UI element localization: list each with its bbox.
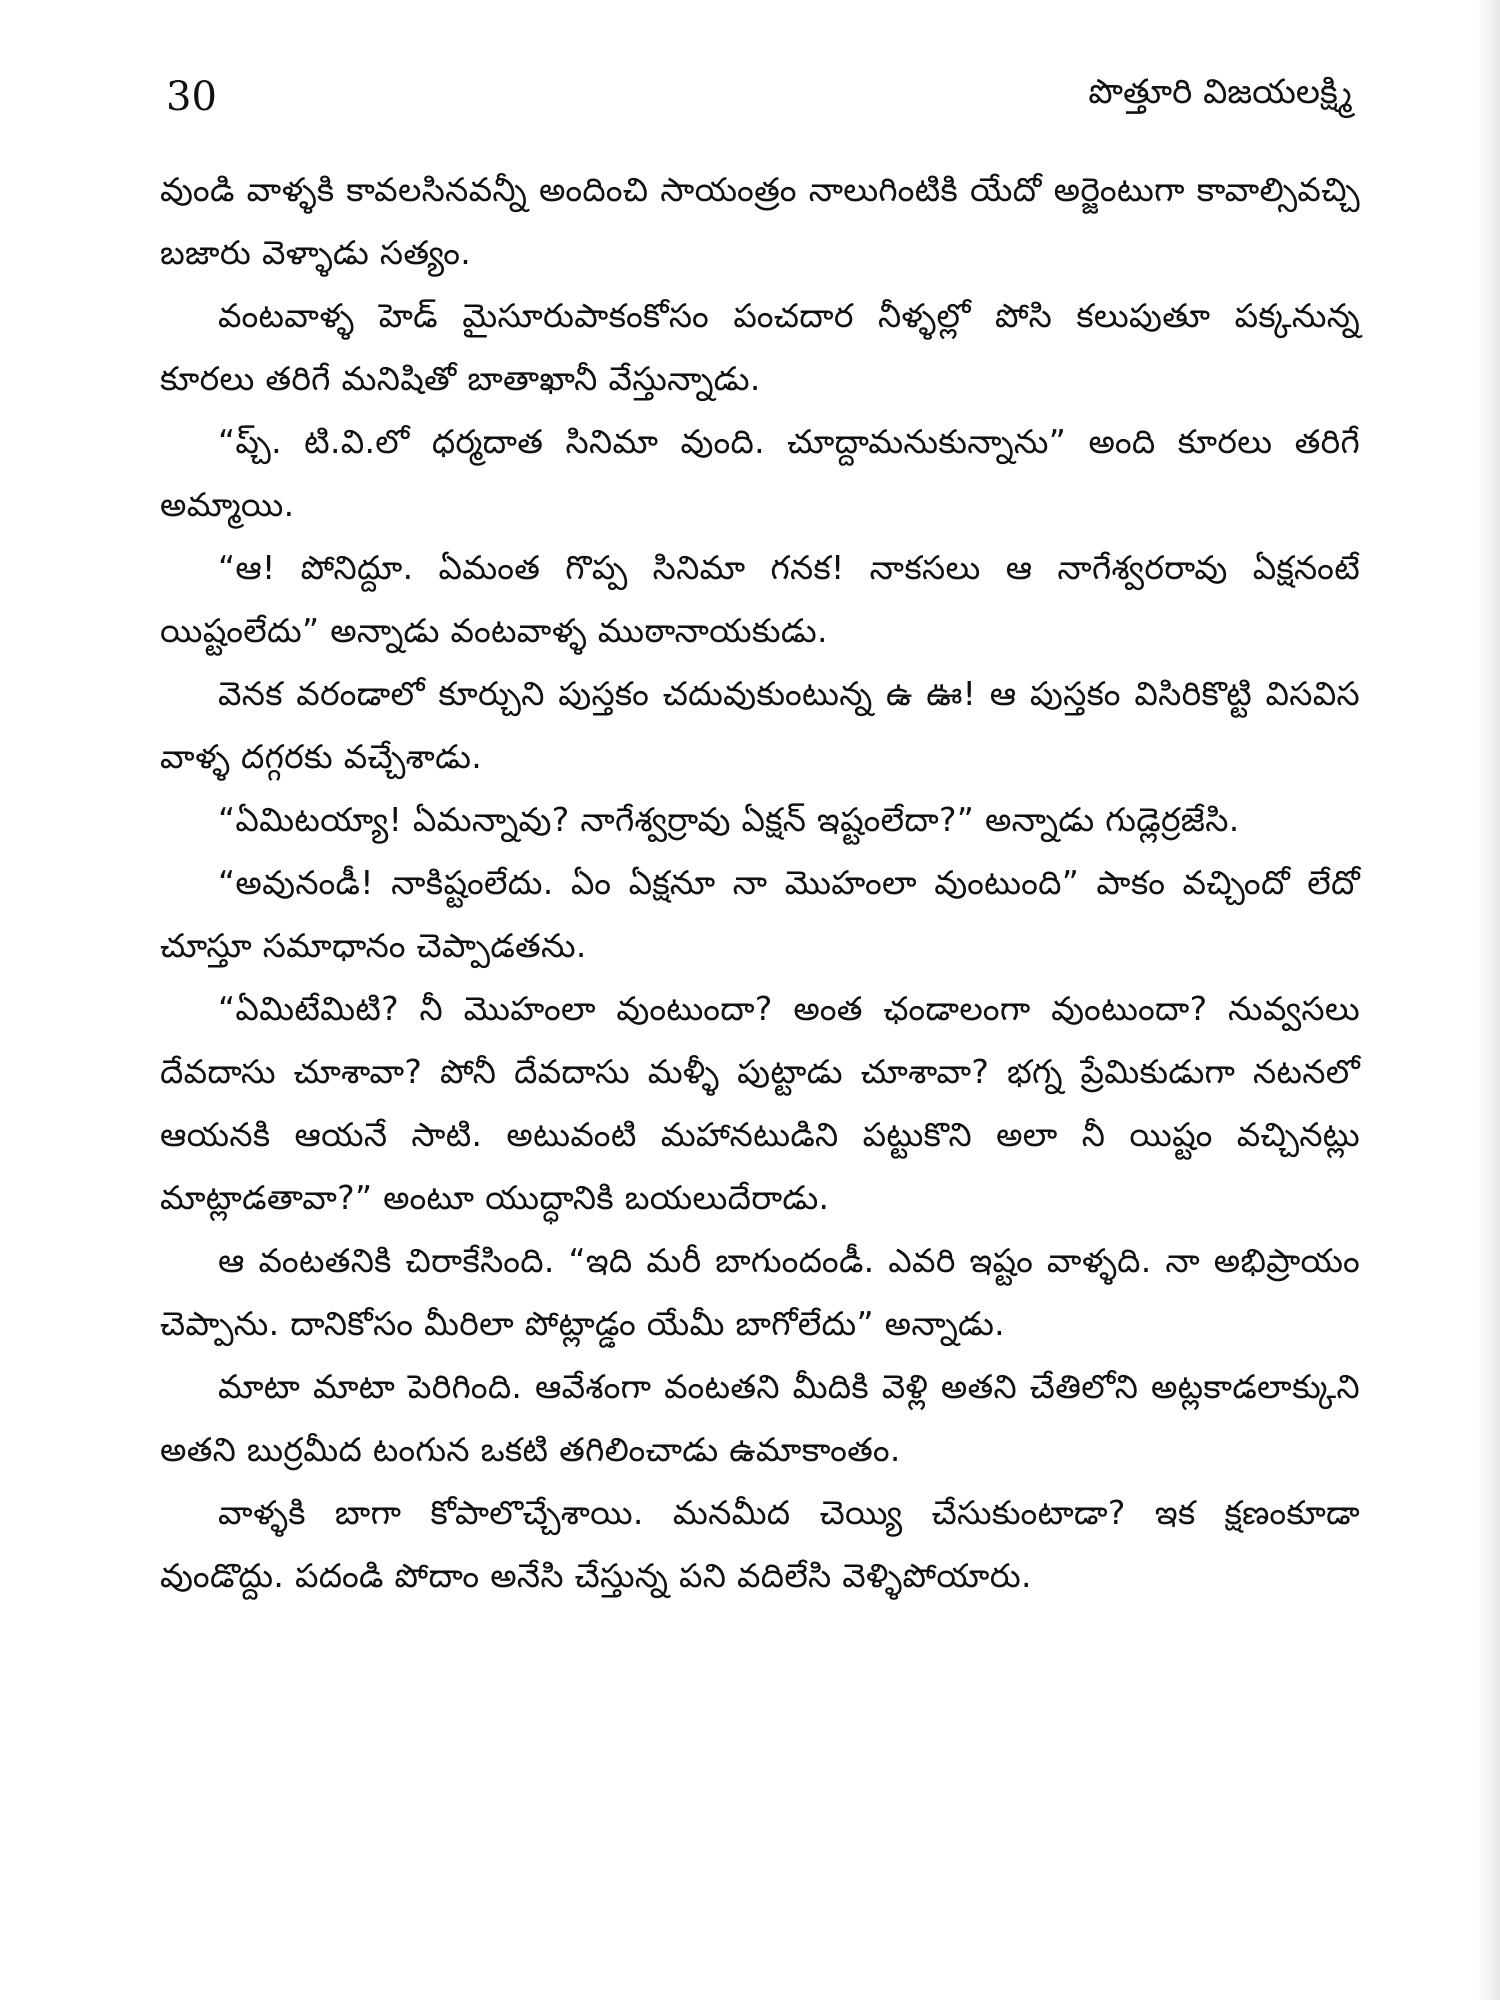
paragraph-7: “అవునండీ! నాకిష్టంలేదు. ఏం ఏక్షనూ నా మొహంలా వుంటుంది” పాకం వచ్చిందో లేదో చూస్తూ సమాధానం చెప్పాడతను. [160,863,1360,965]
paragraph-5: వెనక వరండాలో కూర్చుని పుస్తకం చదువుకుంటున్న ఉ ఊ! ఆ పుస్తకం విసిరికొట్టి విసవిస వాళ్ళ దగ్గరకు వచ్చేశాడు. [160,674,1360,776]
paragraph-3: “ప్చ్. టి.వి.లో ధర్మదాత సినిమా వుంది. చూద్దామనుకున్నాను” అంది కూరలు తరిగే అమ్మాయి. [160,422,1360,524]
paragraph-6: “ఏమిటయ్యా! ఏమన్నావు? నాగేశ్వర్రావు ఏక్షన్ ఇష్టంలేదా?” అన్నాడు గుడ్లెర్రజేసి. [218,800,1240,839]
page-edge-shadow [1476,0,1500,2000]
paragraph-4: “ఆ! పోనిద్దూ. ఏమంత గొప్ప సినిమా గనక! నాకసలు ఆ నాగేశ్వరరావు ఏక్షనంటే యిష్టంలేదు” అన్నాడు వంటవాళ్ళ ముఠానాయకుడు. [160,548,1360,650]
paragraph-2: వంటవాళ్ళ హెడ్ మైసూరుపాకంకోసం పంచదార నీళ్ళల్లో పోసి కలుపుతూ పక్కనున్న కూరలు తరిగే మనిషితో బాతాఖానీ వేస్తున్నాడు. [160,296,1360,398]
paragraph-10: మాటా మాటా పెరిగింది. ఆవేశంగా వంటతని మీదికి వెళ్లి అతని చేతిలోని అట్లకాడలాక్కుని అతని బుర్రమీద టంగున ఒకటి తగిలించాడు ఉమాకాంతం. [160,1367,1360,1469]
page-body [160,158,1360,1607]
book-page [160,40,1360,1960]
paragraph-8: “ఏమిటేమిటి? నీ మొహంలా వుంటుందా? అంత ఛండాలంగా వుంటుందా? నువ్వసలు దేవదాసు చూశావా? పోనీ దేవదాసు మళ్ళీ పుట్టాడు చూశావా? భగ్న ప్రేమికుడుగా నటనలో ఆయనకి ఆయనే సాటి. అటువంటి మహానటుడిని పట్టుకొని అలా నీ యిష్టం వచ్చినట్లు మాట్లాడతావా?” అంటూ యుద్ధానికి బయలుదేరాడు. [160,989,1360,1217]
paragraph-11: వాళ్ళకి బాగా కోపాలొచ్చేశాయి. మనమీద చెయ్యి చేసుకుంటాడా? ఇక క్షణంకూడా వుండొద్దు. పదండి పోదాం అనేసి చేస్తున్న పని వదిలేసి వెళ్ళిపోయారు. [160,1493,1360,1595]
page-header [160,40,1360,120]
paragraph-1: వుండి వాళ్ళకి కావలసినవన్నీ అందించి సాయంత్రం నాలుగింటికి యేదో అర్జెంటుగా కావాల్సివచ్చి బజారు వెళ్ళాడు సత్యం. [160,170,1360,272]
page-number: 30 [166,74,217,120]
paragraph-9: ఆ వంటతనికి చిరాకేసింది. “ఇది మరీ బాగుందండీ. ఎవరి ఇష్టం వాళ్ళది. నా అభిప్రాయం చెప్పాను. దానికోసం మీరిలా పోట్లాడ్డం యేమీ బాగోలేదు” అన్నాడు. [160,1241,1360,1343]
running-head-author: పొత్తూరి విజయలక్ష్మి [1088,72,1352,112]
